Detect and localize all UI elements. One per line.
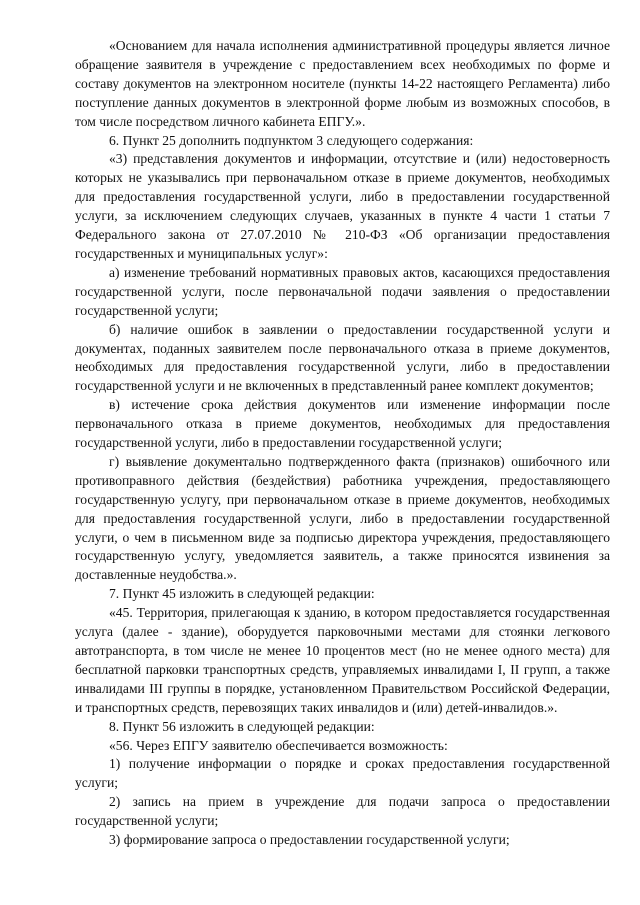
paragraph: «Основанием для начала исполнения административной процедуры является личное обращение заявителя в учреждение с предоставлением всех необходимых по форме и составу документов на электронном носителе (пункты 14-22 настоящего Регламента) либо поступление данных документов в электронной форме любым из возможных способов, в том числе посредством личного кабинета ЕПГУ.». xyxy=(75,38,610,129)
paragraph: 2) запись на прием в учреждение для подачи запроса о предоставлении государственной услуги; xyxy=(75,794,610,829)
paragraph: 6. Пункт 25 дополнить подпунктом 3 следующего содержания: xyxy=(109,132,474,148)
paragraph: 3) формирование запроса о предоставлении государственной услуги; xyxy=(109,832,510,848)
paragraph: а) изменение требований нормативных правовых актов, касающихся предоставления государственной услуги, после первоначальной подачи заявления о предоставлении государственной услуги; xyxy=(75,264,610,318)
paragraph: «56. Через ЕПГУ заявителю обеспечивается возможность: xyxy=(109,737,448,753)
paragraph: 7. Пункт 45 изложить в следующей редакции: xyxy=(109,586,375,602)
paragraph: в) истечение срока действия документов или изменение информации после первоначального отказа в приеме документов, необходимых для предоставления государственной услуги, либо в предоставлении государственной услуги; xyxy=(75,397,610,451)
paragraph: 1) получение информации о порядке и сроках предоставления государственной услуги; xyxy=(75,756,610,791)
document-body xyxy=(75,37,610,850)
paragraph: 8. Пункт 56 изложить в следующей редакции: xyxy=(109,718,375,734)
paragraph: г) выявление документально подтвержденного факта (признаков) ошибочного или противоправного действия (бездействия) работника учреждения, предоставляющего государственную услугу, при первоначальном отказе в приеме документов, необходимых для предоставления государственной услуги, либо в предоставлении государственной услуги, о чем в письменном виде за подписью директора учреждения, предоставляющего государственную услугу, уведомляется заявитель, а также приносятся извинения за доставленные неудобства.». xyxy=(75,453,610,583)
paragraph: «45. Территория, прилегающая к зданию, в котором предоставляется государственная услуга (далее - здание), оборудуется парковочными местами для стоянки легкового автотранспорта, в том числе не менее 10 процентов мест (но не менее одного места) для бесплатной парковки транспортных средств, управляемых инвалидами I, II групп, а также инвалидами III группы в порядке, установленном Правительством Российской Федерации, и транспортных средств, перевозящих таких инвалидов и (или) детей-инвалидов.». xyxy=(75,605,610,715)
paragraph: «3) представления документов и информации, отсутствие и (или) недостоверность которых не указывались при первоначальном отказе в приеме документов, необходимых для предоставления государственной услуги, либо в предоставлении государственной услуги, за исключением следующих случаев, указанных в пункте 4 части 1 статьи 7 Федерального закона от 27.07.2010 № 210-ФЗ «Об организации предоставления государственных и муниципальных услуг»: xyxy=(75,151,610,261)
paragraph: б) наличие ошибок в заявлении о предоставлении государственной услуги и документах, поданных заявителем после первоначального отказа в приеме документов, необходимых для предоставления государственной услуги, либо в предоставлении государственной услуги и не включенных в представленный ранее комплект документов; xyxy=(75,321,610,394)
